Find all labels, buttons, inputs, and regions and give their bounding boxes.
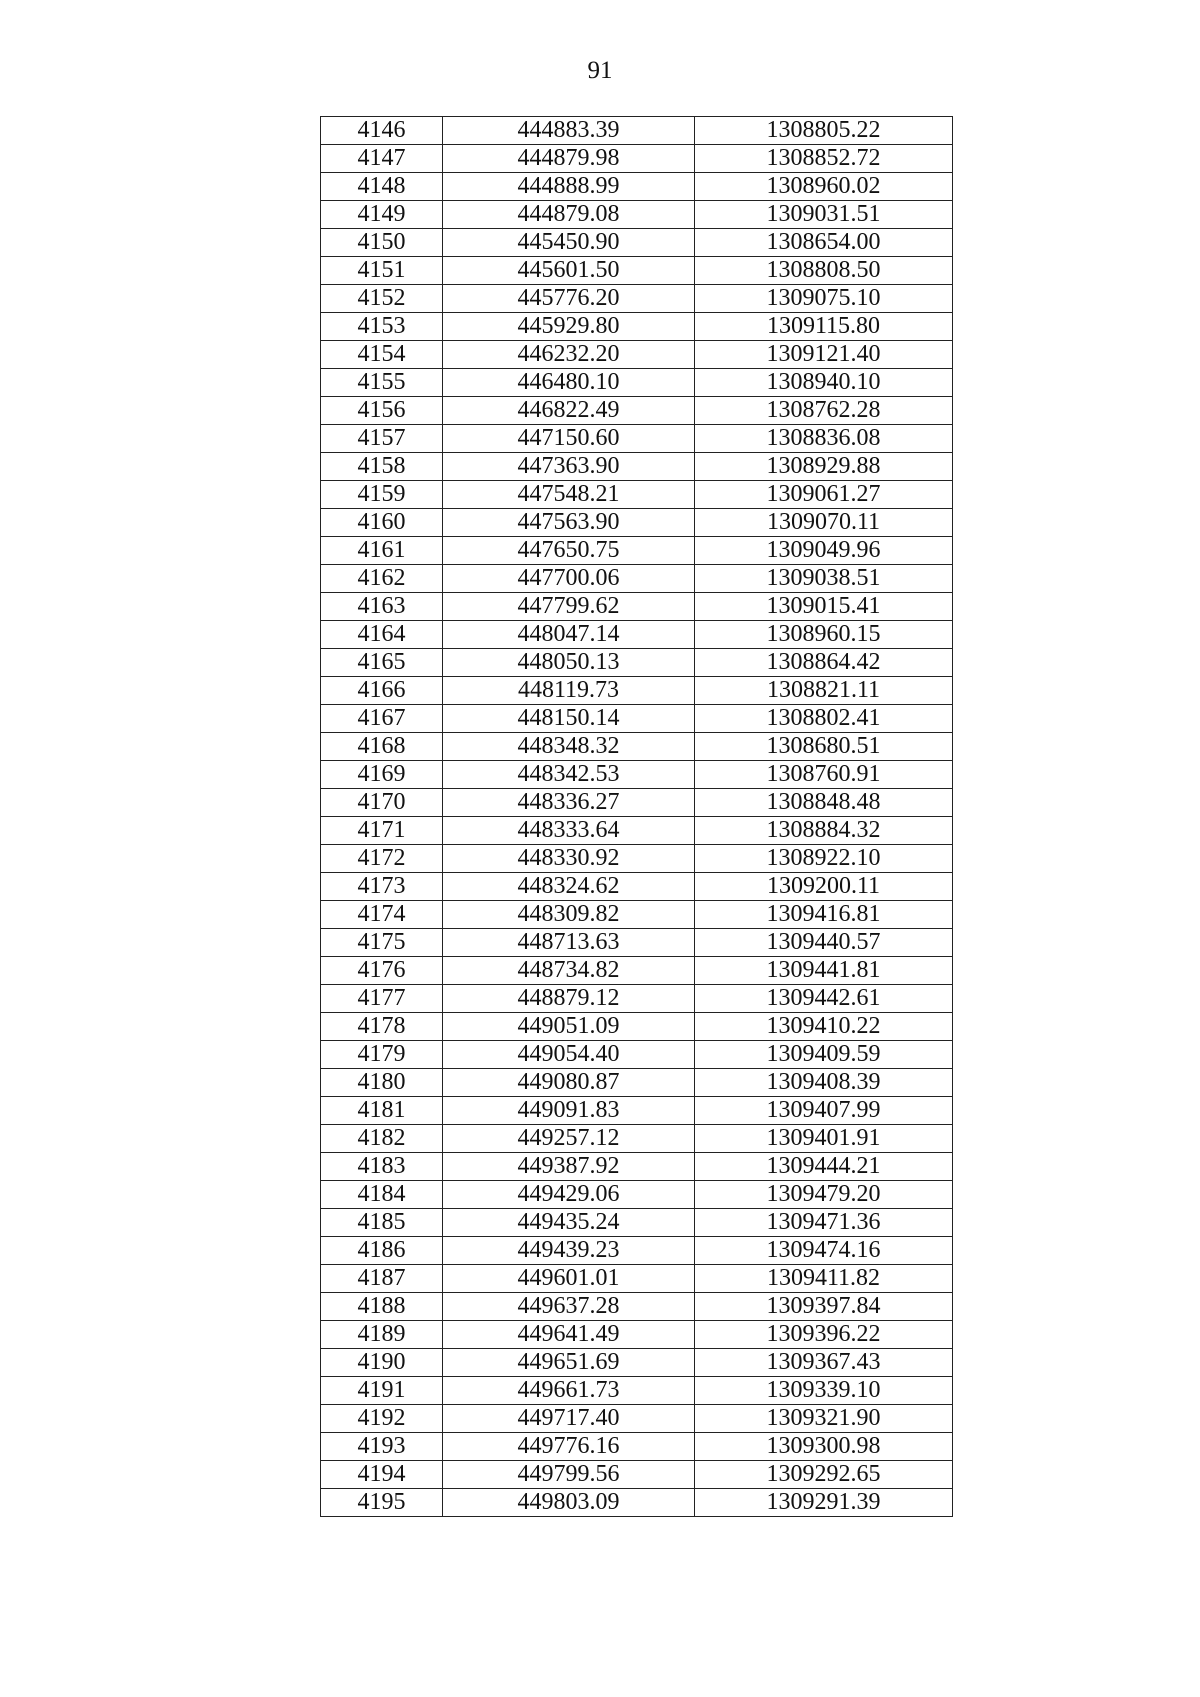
table-row <box>321 957 953 985</box>
x-coordinate-cell: 448879.12 <box>443 985 695 1013</box>
y-coordinate-cell: 1308802.41 <box>695 705 953 733</box>
x-coordinate-cell: 446232.20 <box>443 341 695 369</box>
table-row <box>321 201 953 229</box>
point-number-cell: 4190 <box>321 1349 443 1377</box>
y-coordinate-cell: 1309442.61 <box>695 985 953 1013</box>
x-coordinate-cell: 449080.87 <box>443 1069 695 1097</box>
table-row <box>321 621 953 649</box>
x-coordinate-cell: 446822.49 <box>443 397 695 425</box>
x-coordinate-cell: 446480.10 <box>443 369 695 397</box>
y-coordinate-cell: 1308960.02 <box>695 173 953 201</box>
table-row <box>321 1405 953 1433</box>
y-coordinate-cell: 1308805.22 <box>695 117 953 145</box>
y-coordinate-cell: 1308960.15 <box>695 621 953 649</box>
point-number-cell: 4158 <box>321 453 443 481</box>
x-coordinate-cell: 445776.20 <box>443 285 695 313</box>
table-row <box>321 733 953 761</box>
x-coordinate-cell: 449717.40 <box>443 1405 695 1433</box>
point-number-cell: 4182 <box>321 1125 443 1153</box>
point-number-cell: 4160 <box>321 509 443 537</box>
x-coordinate-cell: 447150.60 <box>443 425 695 453</box>
point-number-cell: 4146 <box>321 117 443 145</box>
point-number-cell: 4162 <box>321 565 443 593</box>
table-row <box>321 1265 953 1293</box>
x-coordinate-cell: 448333.64 <box>443 817 695 845</box>
table-row <box>321 313 953 341</box>
table-row <box>321 705 953 733</box>
x-coordinate-cell: 447799.62 <box>443 593 695 621</box>
y-coordinate-cell: 1309416.81 <box>695 901 953 929</box>
y-coordinate-cell: 1309121.40 <box>695 341 953 369</box>
table-row <box>321 397 953 425</box>
coordinates-table <box>320 116 953 1517</box>
y-coordinate-cell: 1309411.82 <box>695 1265 953 1293</box>
y-coordinate-cell: 1308848.48 <box>695 789 953 817</box>
table-row <box>321 677 953 705</box>
y-coordinate-cell: 1309409.59 <box>695 1041 953 1069</box>
x-coordinate-cell: 444883.39 <box>443 117 695 145</box>
x-coordinate-cell: 449429.06 <box>443 1181 695 1209</box>
y-coordinate-cell: 1309015.41 <box>695 593 953 621</box>
y-coordinate-cell: 1309339.10 <box>695 1377 953 1405</box>
y-coordinate-cell: 1309070.11 <box>695 509 953 537</box>
point-number-cell: 4152 <box>321 285 443 313</box>
coordinates-table-body <box>321 117 953 1517</box>
x-coordinate-cell: 449435.24 <box>443 1209 695 1237</box>
y-coordinate-cell: 1308864.42 <box>695 649 953 677</box>
x-coordinate-cell: 447363.90 <box>443 453 695 481</box>
point-number-cell: 4191 <box>321 1377 443 1405</box>
point-number-cell: 4168 <box>321 733 443 761</box>
point-number-cell: 4171 <box>321 817 443 845</box>
table-row <box>321 1349 953 1377</box>
x-coordinate-cell: 449637.28 <box>443 1293 695 1321</box>
y-coordinate-cell: 1309471.36 <box>695 1209 953 1237</box>
y-coordinate-cell: 1309292.65 <box>695 1461 953 1489</box>
table-row <box>321 873 953 901</box>
table-row <box>321 537 953 565</box>
y-coordinate-cell: 1309397.84 <box>695 1293 953 1321</box>
point-number-cell: 4175 <box>321 929 443 957</box>
point-number-cell: 4179 <box>321 1041 443 1069</box>
table-row <box>321 145 953 173</box>
point-number-cell: 4156 <box>321 397 443 425</box>
point-number-cell: 4173 <box>321 873 443 901</box>
point-number-cell: 4147 <box>321 145 443 173</box>
table-row <box>321 229 953 257</box>
table-row <box>321 341 953 369</box>
point-number-cell: 4176 <box>321 957 443 985</box>
point-number-cell: 4192 <box>321 1405 443 1433</box>
y-coordinate-cell: 1308654.00 <box>695 229 953 257</box>
point-number-cell: 4181 <box>321 1097 443 1125</box>
table-row <box>321 817 953 845</box>
point-number-cell: 4148 <box>321 173 443 201</box>
y-coordinate-cell: 1308884.32 <box>695 817 953 845</box>
point-number-cell: 4189 <box>321 1321 443 1349</box>
x-coordinate-cell: 449641.49 <box>443 1321 695 1349</box>
x-coordinate-cell: 449387.92 <box>443 1153 695 1181</box>
point-number-cell: 4194 <box>321 1461 443 1489</box>
point-number-cell: 4161 <box>321 537 443 565</box>
x-coordinate-cell: 445929.80 <box>443 313 695 341</box>
point-number-cell: 4151 <box>321 257 443 285</box>
x-coordinate-cell: 449776.16 <box>443 1433 695 1461</box>
y-coordinate-cell: 1308760.91 <box>695 761 953 789</box>
x-coordinate-cell: 449091.83 <box>443 1097 695 1125</box>
x-coordinate-cell: 448734.82 <box>443 957 695 985</box>
y-coordinate-cell: 1308836.08 <box>695 425 953 453</box>
table-row <box>321 845 953 873</box>
x-coordinate-cell: 448309.82 <box>443 901 695 929</box>
table-row <box>321 1321 953 1349</box>
point-number-cell: 4166 <box>321 677 443 705</box>
table-row <box>321 1153 953 1181</box>
x-coordinate-cell: 444879.98 <box>443 145 695 173</box>
y-coordinate-cell: 1309474.16 <box>695 1237 953 1265</box>
table-row <box>321 985 953 1013</box>
x-coordinate-cell: 447563.90 <box>443 509 695 537</box>
point-number-cell: 4186 <box>321 1237 443 1265</box>
table-row <box>321 425 953 453</box>
x-coordinate-cell: 449803.09 <box>443 1489 695 1517</box>
table-row <box>321 1097 953 1125</box>
table-row <box>321 901 953 929</box>
x-coordinate-cell: 449257.12 <box>443 1125 695 1153</box>
table-row <box>321 593 953 621</box>
point-number-cell: 4178 <box>321 1013 443 1041</box>
table-row <box>321 1181 953 1209</box>
y-coordinate-cell: 1309300.98 <box>695 1433 953 1461</box>
x-coordinate-cell: 448330.92 <box>443 845 695 873</box>
point-number-cell: 4174 <box>321 901 443 929</box>
y-coordinate-cell: 1308929.88 <box>695 453 953 481</box>
y-coordinate-cell: 1309031.51 <box>695 201 953 229</box>
x-coordinate-cell: 448348.32 <box>443 733 695 761</box>
x-coordinate-cell: 445450.90 <box>443 229 695 257</box>
y-coordinate-cell: 1309396.22 <box>695 1321 953 1349</box>
table-row <box>321 1461 953 1489</box>
point-number-cell: 4153 <box>321 313 443 341</box>
x-coordinate-cell: 448047.14 <box>443 621 695 649</box>
point-number-cell: 4187 <box>321 1265 443 1293</box>
point-number-cell: 4170 <box>321 789 443 817</box>
x-coordinate-cell: 449661.73 <box>443 1377 695 1405</box>
point-number-cell: 4185 <box>321 1209 443 1237</box>
table-row <box>321 1209 953 1237</box>
x-coordinate-cell: 444888.99 <box>443 173 695 201</box>
x-coordinate-cell: 448050.13 <box>443 649 695 677</box>
x-coordinate-cell: 449799.56 <box>443 1461 695 1489</box>
page-number: 91 <box>587 57 613 84</box>
y-coordinate-cell: 1308808.50 <box>695 257 953 285</box>
y-coordinate-cell: 1309291.39 <box>695 1489 953 1517</box>
table-row <box>321 481 953 509</box>
table-row <box>321 509 953 537</box>
x-coordinate-cell: 445601.50 <box>443 257 695 285</box>
y-coordinate-cell: 1308940.10 <box>695 369 953 397</box>
point-number-cell: 4164 <box>321 621 443 649</box>
point-number-cell: 4165 <box>321 649 443 677</box>
table-row <box>321 1125 953 1153</box>
point-number-cell: 4172 <box>321 845 443 873</box>
point-number-cell: 4149 <box>321 201 443 229</box>
point-number-cell: 4180 <box>321 1069 443 1097</box>
x-coordinate-cell: 449051.09 <box>443 1013 695 1041</box>
x-coordinate-cell: 447650.75 <box>443 537 695 565</box>
point-number-cell: 4188 <box>321 1293 443 1321</box>
point-number-cell: 4167 <box>321 705 443 733</box>
point-number-cell: 4177 <box>321 985 443 1013</box>
table-row <box>321 369 953 397</box>
x-coordinate-cell: 444879.08 <box>443 201 695 229</box>
point-number-cell: 4169 <box>321 761 443 789</box>
y-coordinate-cell: 1309321.90 <box>695 1405 953 1433</box>
point-number-cell: 4150 <box>321 229 443 257</box>
table-row <box>321 929 953 957</box>
y-coordinate-cell: 1309479.20 <box>695 1181 953 1209</box>
y-coordinate-cell: 1309115.80 <box>695 313 953 341</box>
x-coordinate-cell: 449439.23 <box>443 1237 695 1265</box>
x-coordinate-cell: 447700.06 <box>443 565 695 593</box>
point-number-cell: 4195 <box>321 1489 443 1517</box>
y-coordinate-cell: 1308762.28 <box>695 397 953 425</box>
table-row <box>321 1293 953 1321</box>
x-coordinate-cell: 447548.21 <box>443 481 695 509</box>
table-row <box>321 173 953 201</box>
x-coordinate-cell: 449601.01 <box>443 1265 695 1293</box>
y-coordinate-cell: 1309200.11 <box>695 873 953 901</box>
y-coordinate-cell: 1309075.10 <box>695 285 953 313</box>
x-coordinate-cell: 448713.63 <box>443 929 695 957</box>
table-row <box>321 1013 953 1041</box>
y-coordinate-cell: 1308922.10 <box>695 845 953 873</box>
table-row <box>321 649 953 677</box>
point-number-cell: 4159 <box>321 481 443 509</box>
y-coordinate-cell: 1308852.72 <box>695 145 953 173</box>
table-row <box>321 1433 953 1461</box>
x-coordinate-cell: 449054.40 <box>443 1041 695 1069</box>
y-coordinate-cell: 1308821.11 <box>695 677 953 705</box>
table-row <box>321 1489 953 1517</box>
y-coordinate-cell: 1308680.51 <box>695 733 953 761</box>
table-row <box>321 1069 953 1097</box>
table-row <box>321 257 953 285</box>
table-row <box>321 789 953 817</box>
y-coordinate-cell: 1309407.99 <box>695 1097 953 1125</box>
y-coordinate-cell: 1309440.57 <box>695 929 953 957</box>
y-coordinate-cell: 1309038.51 <box>695 565 953 593</box>
point-number-cell: 4183 <box>321 1153 443 1181</box>
x-coordinate-cell: 448342.53 <box>443 761 695 789</box>
y-coordinate-cell: 1309444.21 <box>695 1153 953 1181</box>
point-number-cell: 4193 <box>321 1433 443 1461</box>
point-number-cell: 4184 <box>321 1181 443 1209</box>
table-row <box>321 453 953 481</box>
x-coordinate-cell: 449651.69 <box>443 1349 695 1377</box>
table-row <box>321 1041 953 1069</box>
y-coordinate-cell: 1309049.96 <box>695 537 953 565</box>
x-coordinate-cell: 448119.73 <box>443 677 695 705</box>
table-row <box>321 285 953 313</box>
y-coordinate-cell: 1309441.81 <box>695 957 953 985</box>
x-coordinate-cell: 448336.27 <box>443 789 695 817</box>
y-coordinate-cell: 1309410.22 <box>695 1013 953 1041</box>
table-row <box>321 1237 953 1265</box>
y-coordinate-cell: 1309401.91 <box>695 1125 953 1153</box>
table-row <box>321 117 953 145</box>
table-row <box>321 761 953 789</box>
point-number-cell: 4154 <box>321 341 443 369</box>
table-row <box>321 565 953 593</box>
point-number-cell: 4157 <box>321 425 443 453</box>
y-coordinate-cell: 1309367.43 <box>695 1349 953 1377</box>
y-coordinate-cell: 1309408.39 <box>695 1069 953 1097</box>
y-coordinate-cell: 1309061.27 <box>695 481 953 509</box>
point-number-cell: 4163 <box>321 593 443 621</box>
x-coordinate-cell: 448150.14 <box>443 705 695 733</box>
table-row <box>321 1377 953 1405</box>
point-number-cell: 4155 <box>321 369 443 397</box>
x-coordinate-cell: 448324.62 <box>443 873 695 901</box>
